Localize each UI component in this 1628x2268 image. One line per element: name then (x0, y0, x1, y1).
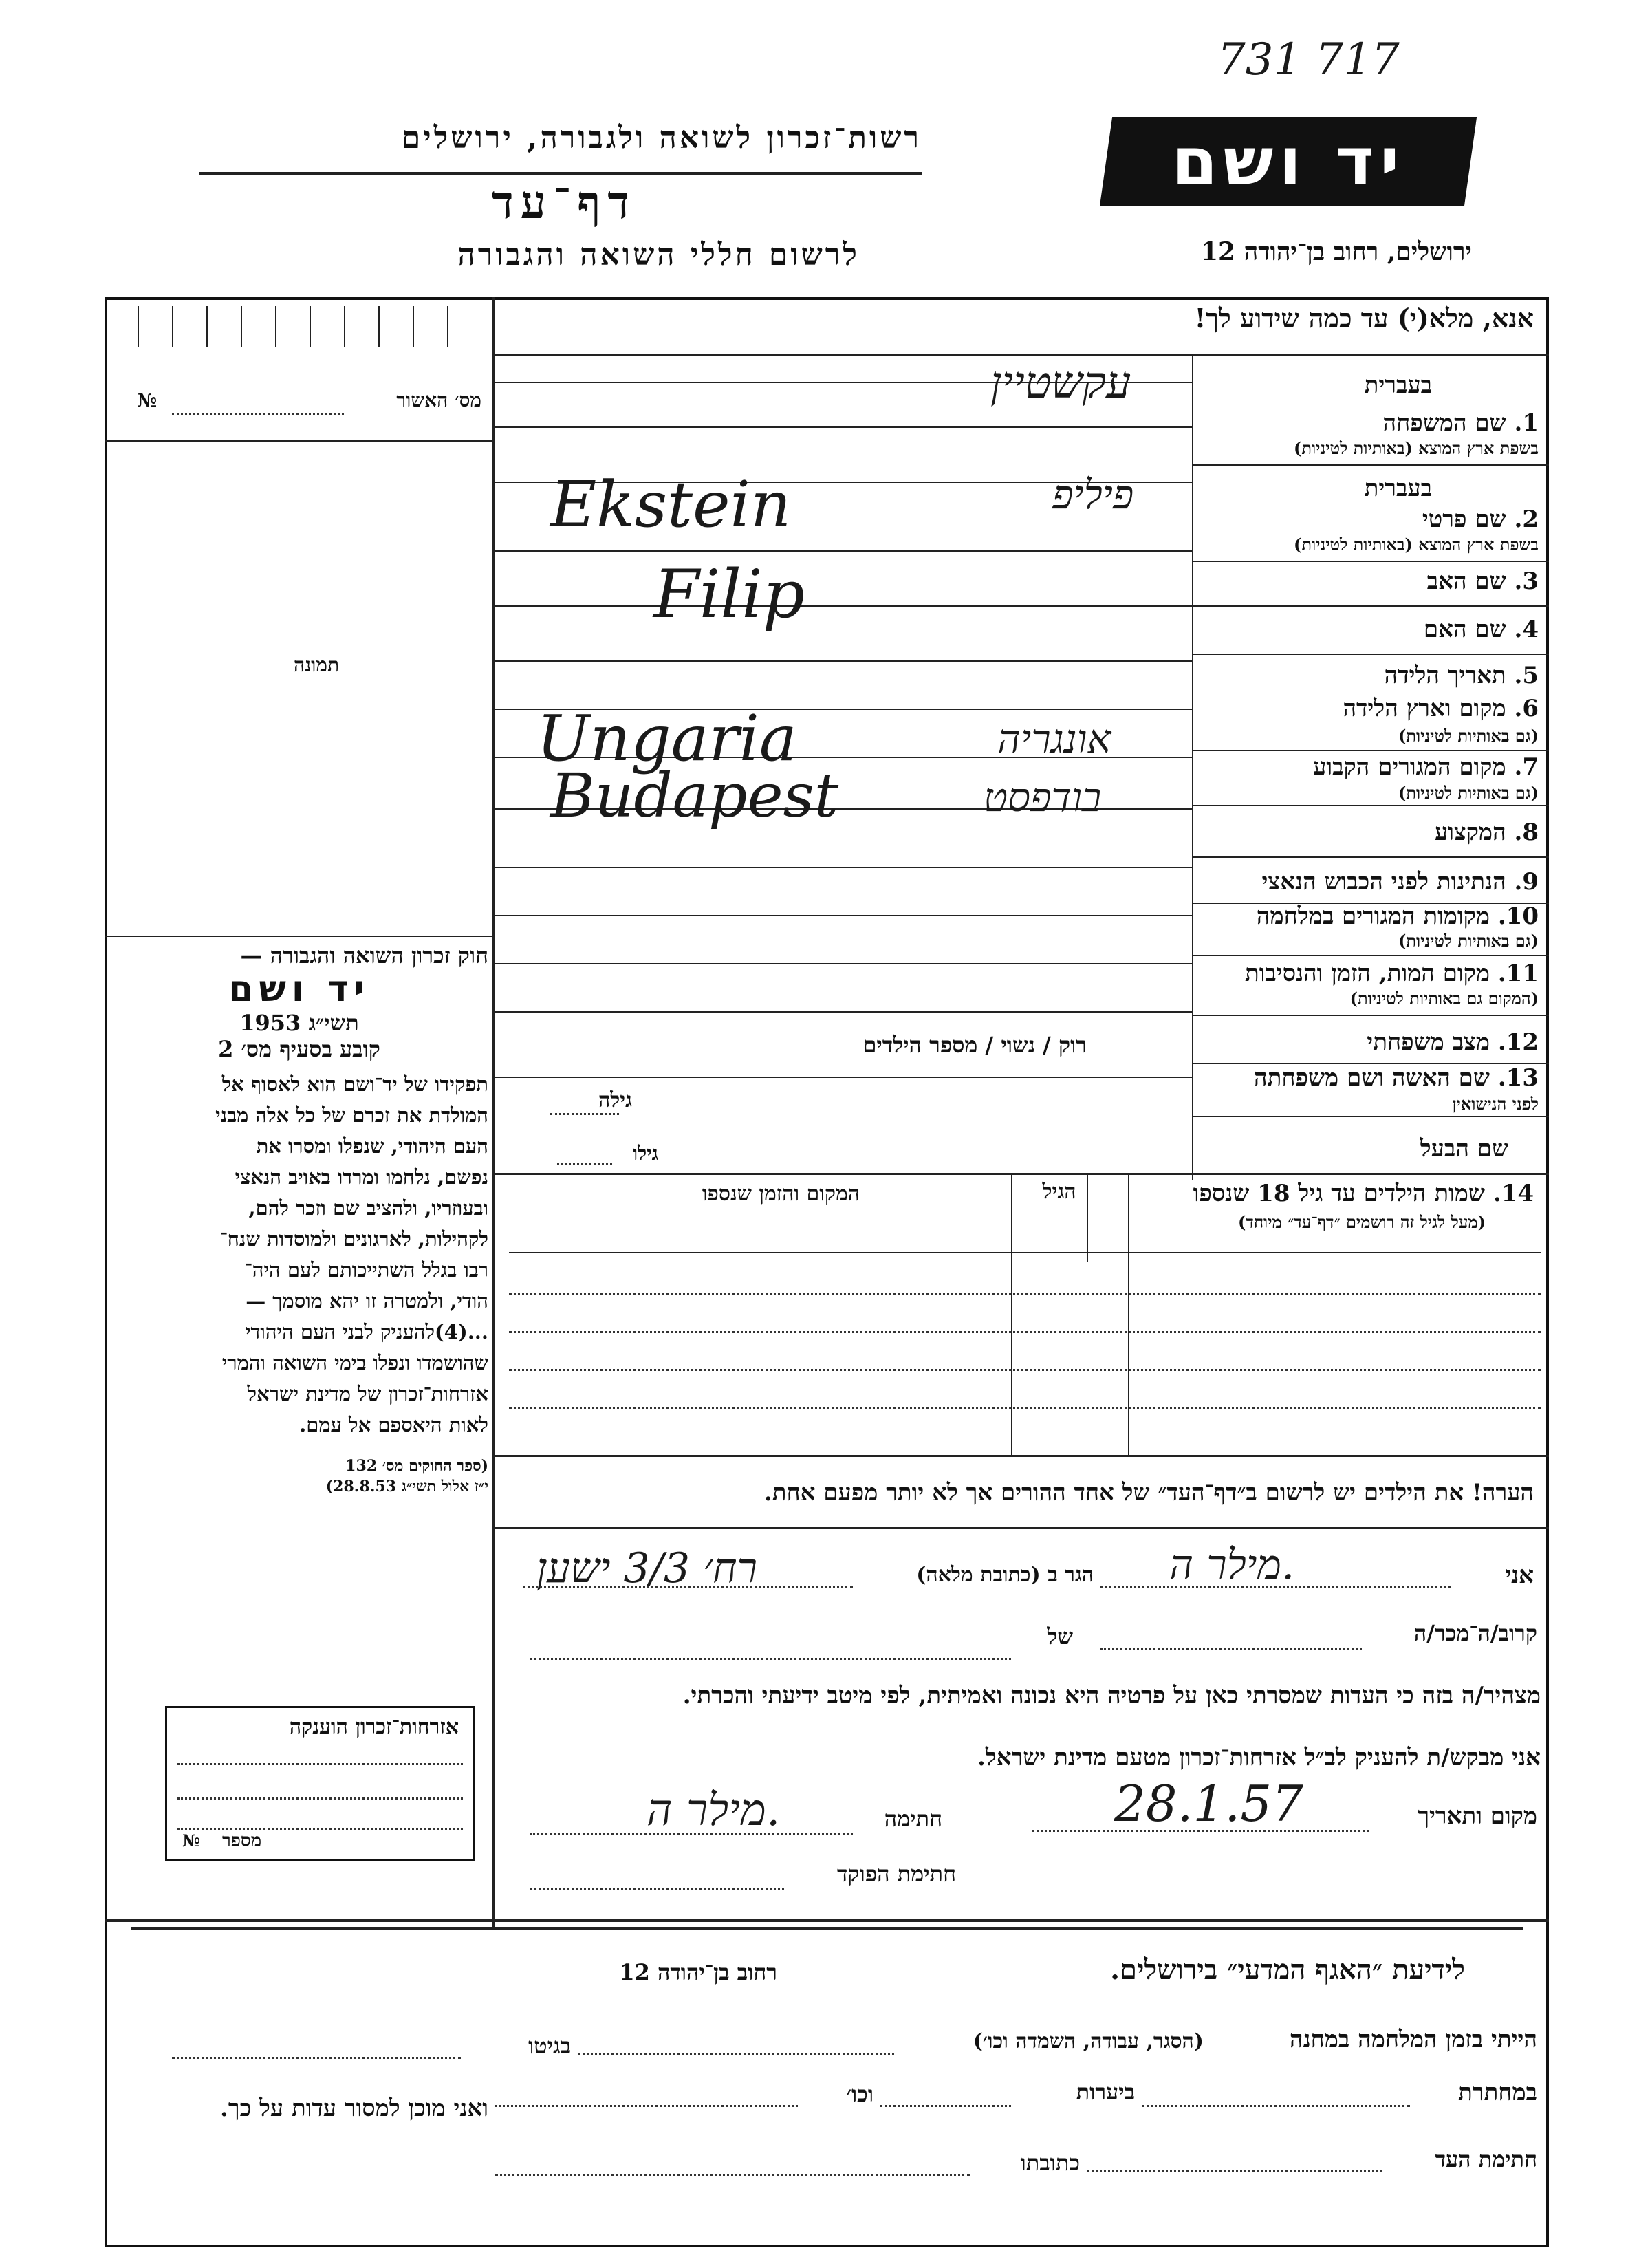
intro-instruction: אנא, מלא(י) עד כמה שידוע לך! (1194, 303, 1534, 334)
declarant-name-handwritten: מילר ה. (1169, 1541, 1295, 1589)
of-label: של (1047, 1623, 1073, 1650)
birth-country-latin-value: Ungaria (536, 702, 797, 775)
yad-vashem-logo (1100, 117, 1477, 206)
bottom-title: לידיעת ״האגף המדעי״ בירושלים. (1110, 1954, 1465, 1986)
declarant-address-handwritten: רח׳ 3/3 ישען (536, 1544, 758, 1592)
field-8-profession: 8. המקצוע (1434, 819, 1539, 846)
law-heading: חוק זכרון השואה והגבורה — (240, 942, 488, 969)
children-note: הערה! את הילדים יש לרשום ב״דף־העד״ של אחד ההורים אך לא יותר מפעם אחת. (763, 1479, 1534, 1506)
field-1-sub: בשפת ארץ המוצא (באותיות לטיניות) (1294, 438, 1539, 458)
surname-hebrew-value: עקשטיין (990, 358, 1131, 409)
field-11-sub: (המקום גם באותיות לטיניות) (1349, 989, 1539, 1008)
field-13-wife: 13. שם האשה ושם משפחתה (1254, 1064, 1539, 1092)
citizenship-box-title: אזרחות־זכרון הוענקה (289, 1715, 459, 1739)
relative-label: קרוב/ה־מכר/ה (1413, 1620, 1537, 1646)
field-6-sub: (גם באותיות לטיניות) (1398, 726, 1539, 746)
field-2-label: 2. שם פרטי (1422, 506, 1539, 533)
children-col-place: המקום והזמן שנספו (702, 1182, 860, 1206)
law-clause: קובע בסעיף מס׳ 2 (218, 1036, 380, 1062)
bottom-ghetto-label: בגיטו (528, 2033, 571, 2059)
bottom-etc-label: וכו׳ (846, 2081, 873, 2107)
husband-age-label: גילו (633, 1142, 658, 1165)
bottom-forests-label: ביערות (1076, 2079, 1135, 2105)
bottom-camp-label: הייתי בזמן המלחמה במחנה (1290, 2026, 1537, 2053)
law-name: יד ושם (228, 969, 370, 1010)
citizenship-box (165, 1706, 475, 1861)
field-husband: שם הבעל (1420, 1135, 1508, 1163)
field-2-firstname (1192, 464, 1549, 554)
declaration-text: מצהיר/ה בזה כי העדות שמסרתי כאן על פרטיה היא נכונה ואמיתית, לפי מיטב ידיעתי והכרתי. (682, 1682, 1541, 1709)
law-box (110, 942, 488, 1497)
photo-placeholder-label: תמונה (293, 654, 340, 676)
handwritten-archive-number: 731 717 (1217, 34, 1400, 85)
children-label: 14. שמות הילדים עד גיל 18 שנספו (1193, 1180, 1534, 1207)
law-year: תשי״ג 1953 (239, 1010, 359, 1036)
field-12-family-status: 12. מצב משפחתי (1367, 1028, 1539, 1056)
field-2-sub: בשפת ארץ המוצא (באותיות לטיניות) (1294, 534, 1539, 554)
field-7-sub: (גם באותיות לטיניות) (1398, 783, 1539, 803)
date-handwritten: 28.1.57 (1114, 1775, 1303, 1833)
bottom-camp-types: (הסגר, עבודה, השמדה וכו׳) (973, 2029, 1204, 2053)
children-sub: (מעל לגיל זה רושמים ״דף־עד״ מיוחד) (1237, 1212, 1486, 1232)
bottom-witness-address-label: כתובתו (1020, 2150, 1080, 2176)
form-subtitle: לרשום חללי השואה והגבורה (457, 237, 860, 272)
surname-latin-value: Ekstein (550, 468, 792, 541)
place-date-label: מקום ותאריך (1418, 1802, 1537, 1830)
bottom-underground-label: במחתרת (1458, 2079, 1537, 2106)
field-13-sub: לפני הנישואין (1452, 1094, 1539, 1114)
field-10-sub: (גם באותיות לטיניות) (1398, 931, 1539, 951)
firstname-hebrew-value: פיליפ (1052, 471, 1134, 518)
approval-no: № (138, 391, 158, 411)
field-9-nationality: 9. הנתינות לפני הכבוש הנאצי (1261, 868, 1539, 896)
residence-hebrew-value: בודפסט (984, 774, 1102, 821)
logo-text: יד ושם (1171, 123, 1405, 200)
bottom-witness-signature-label: חתימת העד (1435, 2146, 1537, 2172)
field-7-residence: 7. מקום המגורים הקבוע (1313, 753, 1539, 781)
field-1-surname (1192, 354, 1549, 458)
citizenship-no-sign: № (182, 1830, 201, 1850)
field-1-label: 1. שם המשפחה (1382, 409, 1539, 437)
residence-latin-value: Budapest (550, 760, 839, 831)
field-2-hebrew-tag: בעברית (1364, 475, 1432, 502)
approval-cells (138, 306, 481, 347)
request-text: אני מבקש/ת להעניק לב״ל אזרחות־זכרון מטעם מדינת ישראל. (977, 1744, 1541, 1771)
signature-handwritten: מילר ה. (647, 1785, 781, 1836)
authority-title: רשות־זכרון לשואה ולגבורה, ירושלים (401, 120, 922, 155)
field-4-mother: 4. שם האם (1423, 616, 1539, 643)
field-10-wartime-residence: 10. מקומות המגורים במלחמה (1256, 903, 1539, 930)
field-3-father: 3. שם האב (1426, 568, 1539, 595)
signature-label: חתימה (884, 1806, 942, 1832)
citizenship-number-label: מספר (222, 1830, 262, 1851)
family-status-options: רוק / נשוי / מספר הילדים (862, 1032, 1087, 1058)
birth-country-hebrew-value: אונגריה (997, 715, 1111, 762)
wife-age-label: גילה (598, 1088, 633, 1112)
clerk-signature-label: חתימת הפוקד (837, 1861, 956, 1887)
field-5-birthdate: 5. תאריך הלידה (1384, 662, 1539, 689)
law-reference: (ספר החוקים מס׳ 132 י״ז אלול תשי״ג 28.8.53) (325, 1457, 488, 1495)
bottom-address: רחוב בן־יהודה 12 (619, 1959, 777, 1985)
field-1-hebrew-tag: בעברית (1364, 371, 1432, 399)
field-11-death: 11. מקום המות, הזמן והנסיבות (1244, 960, 1539, 987)
children-col-age: הגיל (1042, 1180, 1076, 1204)
form-title: דף־עד (491, 175, 637, 229)
approval-label: מס׳ האשור (396, 389, 481, 411)
firstname-latin-value: Filip (653, 556, 805, 633)
address: ירושלים, רחוב בן־יהודה 12 (1200, 237, 1472, 266)
law-text: תפקידו של יד־ושם הוא לאסוף אל המולדת את זכרם של כל אלה מבני העם היהודי, שנפלו ומסרו את נפשם, נלחמו ומרדו באויב הנאצי ובעוזריו, ולהציב שם וזכר להם, לקהילות, לארגונים ולמוסדות שנח־ רבו בגלל השתייכותם לעם היה־ הודי, ולמטרה זו יהא מוסמך — ...(4)להעניק לבני העם היהודי שהושמדו ונפלו בימי השואה והמרי אזרחות־זכרון של מדינת ישראל לאות היאספם אל עמם. (215, 1072, 488, 1436)
bottom-willing-text: ואני מוכן למסור עדות על כך. (220, 2095, 488, 2122)
field-6-birthplace: 6. מקום וארץ הלידה (1343, 695, 1539, 722)
declarant-ani: אני (1505, 1562, 1534, 1589)
resident-label: הגר ב (כתובת מלאה) (916, 1563, 1094, 1587)
